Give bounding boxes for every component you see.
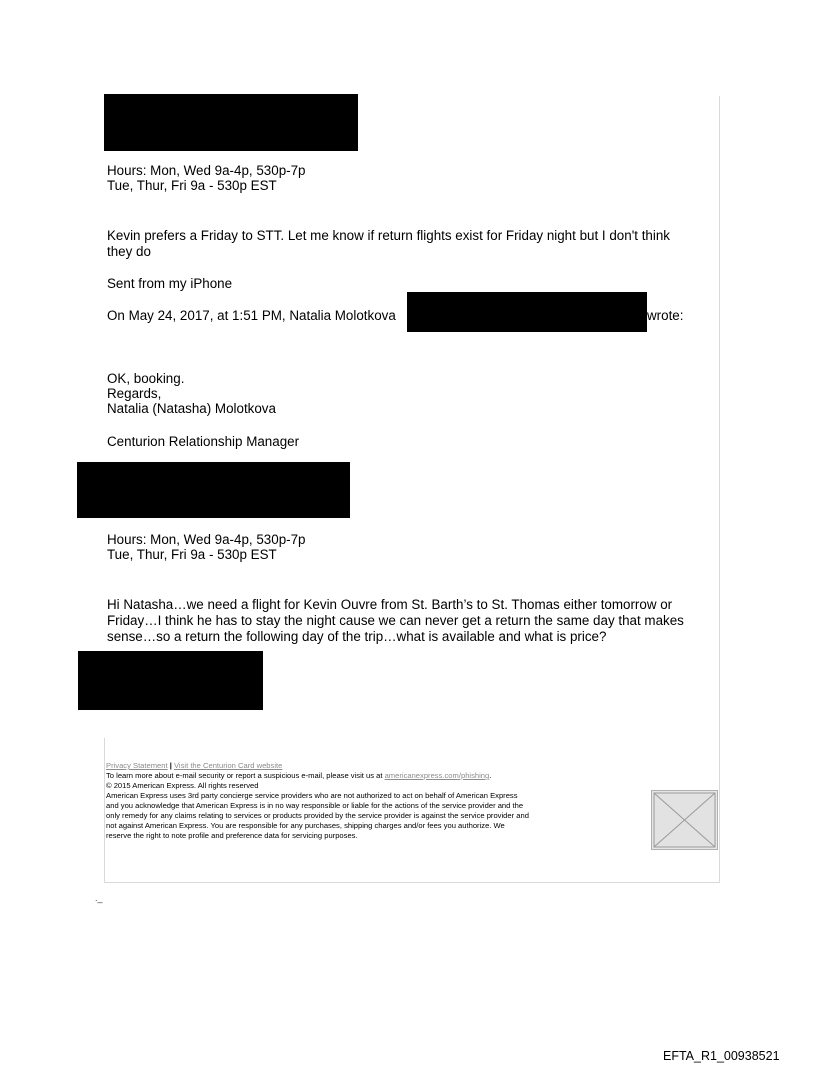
hours-line-1-second: Hours: Mon, Wed 9a-4p, 530p-7p bbox=[107, 532, 306, 547]
request-line-3: sense…so a return the following day of the trip…what is available and what is price? bbox=[107, 629, 607, 644]
footer-disclaimer-line-4: not against American Express. You are responsible for any purchases, shipping charges and/or fees you authorize. We bbox=[106, 821, 505, 830]
quoted-line-2: Regards, bbox=[107, 386, 162, 401]
footer-security-text: To learn more about e-mail security or report a suspicious e-mail, please visit us at bbox=[106, 771, 383, 780]
footer-security-end: . bbox=[489, 771, 492, 780]
privacy-statement-link[interactable]: Privacy Statement bbox=[106, 761, 168, 770]
quote-header-suffix: wrote: bbox=[647, 308, 684, 323]
redacted-logo-block bbox=[104, 94, 358, 151]
sent-from-signature: Sent from my iPhone bbox=[107, 276, 233, 291]
reply-body-line-2: they do bbox=[107, 244, 151, 259]
redacted-signature-block bbox=[77, 462, 350, 518]
footer-links-row bbox=[106, 761, 282, 771]
footer-copyright: © 2015 American Express. All rights reserved bbox=[106, 781, 259, 790]
redacted-sender-block bbox=[78, 651, 263, 710]
hours-line-2-second: Tue, Thur, Fri 9a - 530p EST bbox=[107, 547, 277, 562]
footer-disclaimer-line-1: American Express uses 3rd party concierge service providers who are not authorized to act on behalf of American Express bbox=[106, 791, 518, 800]
quoted-line-3: Natalia (Natasha) Molotkova bbox=[107, 401, 276, 416]
email-frame-bottom-border bbox=[104, 882, 720, 883]
reply-body-line-1: Kevin prefers a Friday to STT. Let me know if return flights exist for Friday night but I don't think bbox=[107, 228, 670, 243]
footer-security-row bbox=[106, 771, 491, 781]
stray-mark: ._ bbox=[95, 893, 103, 903]
footer-disclaimer-line-3: only remedy for any claims relating to services or products provided by the service provider is against the service provider and bbox=[106, 811, 529, 820]
hours-line-2: Tue, Thur, Fri 9a - 530p EST bbox=[107, 178, 277, 193]
centurion-website-link[interactable]: Visit the Centurion Card website bbox=[174, 761, 283, 770]
email-frame-right-border bbox=[719, 96, 720, 882]
hours-line-1: Hours: Mon, Wed 9a-4p, 530p-7p bbox=[107, 163, 306, 178]
document-id: EFTA_R1_00938521 bbox=[663, 1049, 780, 1063]
quote-header-prefix: On May 24, 2017, at 1:51 PM, Natalia Molotkova bbox=[107, 308, 396, 323]
footer-link-separator: | bbox=[169, 761, 172, 770]
footer-disclaimer-line-5: reserve the right to note profile and preference data for servicing purposes. bbox=[106, 831, 358, 840]
request-line-2: Friday…I think he has to stay the night cause we can never get a return the same day that makes bbox=[107, 613, 684, 628]
redacted-email-address bbox=[407, 292, 647, 332]
email-frame-left-border bbox=[104, 738, 105, 882]
phishing-link[interactable]: americanexpress.com/phishing bbox=[384, 771, 490, 780]
quoted-line-1: OK, booking. bbox=[107, 371, 185, 386]
footer-disclaimer-line-2: and you acknowledge that American Express is in no way responsible or liable for the actions of the service provider and the bbox=[106, 801, 524, 810]
quoted-title: Centurion Relationship Manager bbox=[107, 434, 300, 449]
broken-image-icon bbox=[651, 790, 718, 850]
request-line-1: Hi Natasha…we need a flight for Kevin Ouvre from St. Barth’s to St. Thomas either tomorrow or bbox=[107, 597, 673, 612]
